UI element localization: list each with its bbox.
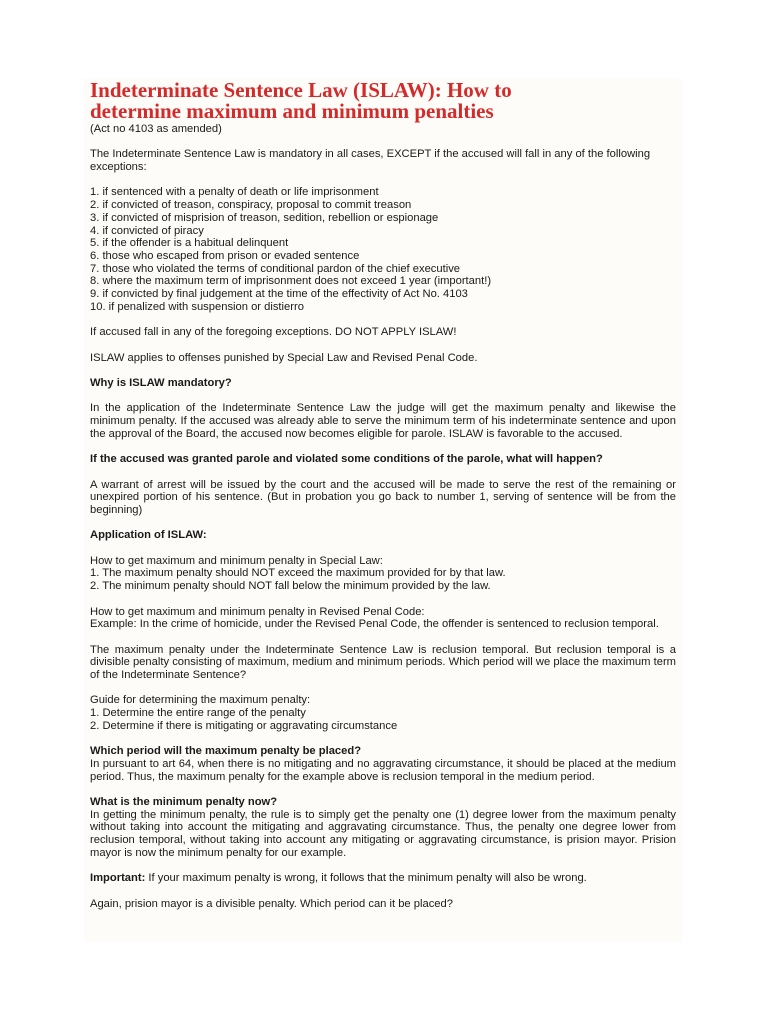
section-heading: Application of ISLAW: bbox=[90, 529, 207, 542]
list-item: 2. The minimum penalty should NOT fall below the minimum provided by the law. bbox=[90, 580, 491, 593]
rpc-block bbox=[90, 606, 676, 631]
question-heading: What is the minimum penalty now? bbox=[90, 796, 278, 809]
list-item: 1. if sentenced with a penalty of death or life imprisonment bbox=[90, 186, 379, 199]
list-item: Guide for determining the maximum penalty: bbox=[90, 694, 311, 707]
exceptions-note: If accused fall in any of the foregoing exceptions. DO NOT APPLY ISLAW! bbox=[90, 326, 457, 339]
list-item: 10. if penalized with suspension or distierro bbox=[90, 300, 304, 313]
answer-paragraph: In pursuant to art 64, when there is no mitigating and no aggravating circumstance, it should be placed at the medium period. Thus, the maximum penalty for the example above is reclusion temporal in the medium period. bbox=[90, 757, 676, 783]
rpc-intro: How to get maximum and minimum penalty in Revised Penal Code: bbox=[90, 605, 425, 618]
answer-paragraph: In the application of the Indeterminate Sentence Law the judge will get the maximum penalty and likewise the minimum penalty. If the accused was already able to serve the minimum term of his indeterminate sentence and upon the approval of the Board, the accused now becomes eligible for parole. ISLAW is favorable to the accused. bbox=[90, 402, 676, 440]
special-law-block bbox=[90, 555, 676, 593]
question-heading: Which period will the maximum penalty be placed? bbox=[90, 745, 362, 758]
list-item: 9. if convicted by final judgement at the time of the effectivity of Act No. 4103 bbox=[90, 288, 468, 301]
list-item: 3. if convicted of misprision of treason, sedition, rebellion or espionage bbox=[90, 211, 439, 224]
list-item: 7. those who violated the terms of conditional pardon of the chief executive bbox=[90, 262, 461, 275]
max-penalty-paragraph: The maximum penalty under the Indeterminate Sentence Law is reclusion temporal. But reclusion temporal is a divisible penalty consisting of maximum, medium and minimum periods. Which period will we place the maximum term of the Indeterminate Sentence? bbox=[90, 643, 676, 682]
page-title bbox=[90, 80, 676, 122]
document-content bbox=[90, 78, 676, 910]
title-line-2: determine maximum and minimum penalties bbox=[90, 99, 494, 123]
important-label: Important: bbox=[90, 872, 146, 885]
rpc-example: Example: In the crime of homicide, under the Revised Penal Code, the offender is sentenced to reclusion temporal. bbox=[90, 618, 659, 631]
important-text: If your maximum penalty is wrong, it follows that the minimum penalty will also be wrong. bbox=[145, 872, 587, 885]
guide-block bbox=[90, 694, 676, 732]
important-note bbox=[90, 872, 676, 885]
intro-paragraph: The Indeterminate Sentence Law is mandatory in all cases, EXCEPT if the accused will fall in any of the following exceptions: bbox=[90, 148, 651, 174]
subtitle: (Act no 4103 as amended) bbox=[90, 123, 222, 135]
question-heading: Why is ISLAW mandatory? bbox=[90, 376, 232, 389]
list-item: 6. those who escaped from prison or evaded sentence bbox=[90, 250, 360, 262]
list-item: 2. if convicted of treason, conspiracy, proposal to commit treason bbox=[90, 199, 412, 212]
list-item: 8. where the maximum term of imprisonment does not exceed 1 year (important!) bbox=[90, 275, 492, 288]
list-item: How to get maximum and minimum penalty in Special Law: bbox=[90, 554, 383, 567]
closing-question: Again, prision mayor is a divisible penalty. Which period can it be placed? bbox=[90, 897, 453, 910]
list-item: 1. The maximum penalty should NOT exceed the maximum provided for by that law. bbox=[90, 567, 506, 580]
list-item: 1. Determine the entire range of the penalty bbox=[90, 707, 306, 720]
document-page bbox=[84, 78, 682, 942]
title-line-1: Indeterminate Sentence Law (ISLAW): How to bbox=[90, 78, 512, 102]
question-heading: If the accused was granted parole and violated some conditions of the parole, what will happen? bbox=[90, 453, 603, 466]
answer-paragraph: A warrant of arrest will be issued by the court and the accused will be made to serve the rest of the remaining or unexpired portion of his sentence. (But in probation you go back to number 1, serving of sentence will be from the beginning) bbox=[90, 478, 676, 516]
applies-to-paragraph: ISLAW applies to offenses punished by Special Law and Revised Penal Code. bbox=[90, 351, 478, 364]
exceptions-list bbox=[90, 186, 676, 313]
list-item: 5. if the offender is a habitual delinquent bbox=[90, 237, 289, 250]
answer-paragraph: In getting the minimum penalty, the rule is to simply get the penalty one (1) degree lower from the maximum penalty without taking into account the mitigating and aggravating circumstance. Thus, the penalty one degree lower from reclusion temporal, without taking into account any mitigating or aggravating circumstance, is prision mayor. Prision mayor is now the minimum penalty for our example. bbox=[90, 808, 676, 859]
list-item: 2. Determine if there is mitigating or aggravating circumstance bbox=[90, 719, 398, 732]
list-item: 4. if convicted of piracy bbox=[90, 224, 204, 237]
